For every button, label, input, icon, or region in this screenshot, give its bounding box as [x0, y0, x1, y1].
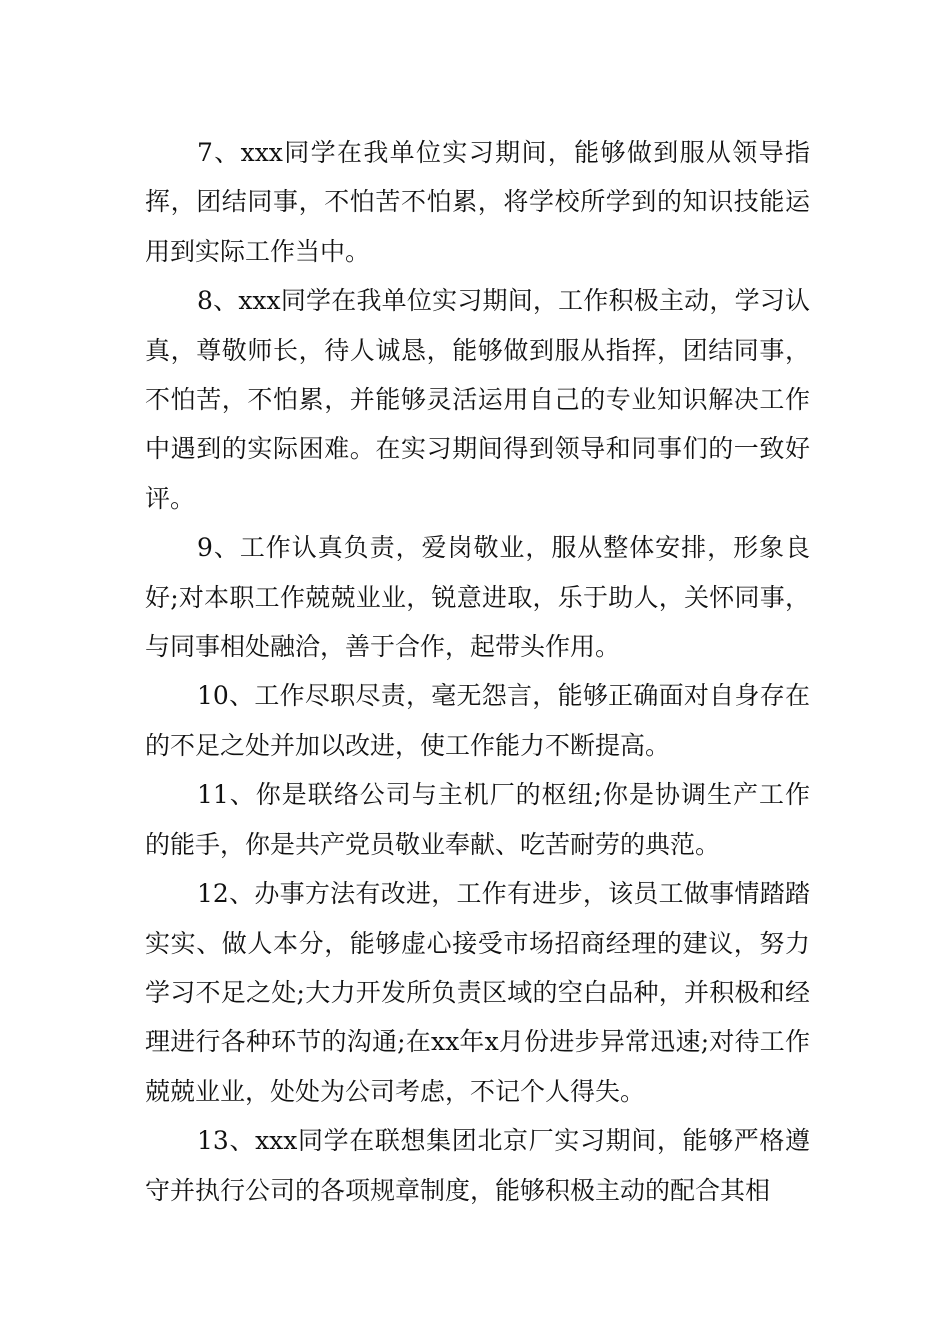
paragraph-8: 8、xxx同学在我单位实习期间，工作积极主动，学习认真，尊敬师长，待人诚恳，能够做到服从指挥，团结同事，不怕苦，不怕累，并能够灵活运用自己的专业知识解决工作中遇到的实际困难。在实习期间得到领导和同事们的一致好评。 — [145, 286, 810, 513]
paragraph-9: 9、工作认真负责，爱岗敬业，服从整体安排，形象良好;对本职工作兢兢业业，锐意进取，乐于助人，关怀同事，与同事相处融洽，善于合作，起带头作用。 — [145, 533, 810, 662]
paragraph-13: 13、xxx同学在联想集团北京厂实习期间，能够严格遵守并执行公司的各项规章制度，能够积极主动的配合其相 — [145, 1126, 810, 1205]
document-body — [145, 128, 810, 1215]
paragraph-11: 11、你是联络公司与主机厂的枢纽;你是协调生产工作的能手，你是共产党员敬业奉献、吃苦耐劳的典范。 — [145, 780, 810, 859]
paragraph-7: 7、xxx同学在我单位实习期间，能够做到服从领导指挥，团结同事，不怕苦不怕累，将学校所学到的知识技能运用到实际工作当中。 — [145, 138, 810, 266]
paragraph-12: 12、办事方法有改进，工作有进步，该员工做事情踏踏实实、做人本分，能够虚心接受市场招商经理的建议，努力学习不足之处;大力开发所负责区域的空白品种，并积极和经理进行各种环节的沟通;在xx年x月份进步异常迅速;对待工作兢兢业业，处处为公司考虑，不记个人得失。 — [145, 879, 810, 1106]
paragraph-10: 10、工作尽职尽责，毫无怨言，能够正确面对自身存在的不足之处并加以改进，使工作能力不断提高。 — [145, 681, 810, 760]
